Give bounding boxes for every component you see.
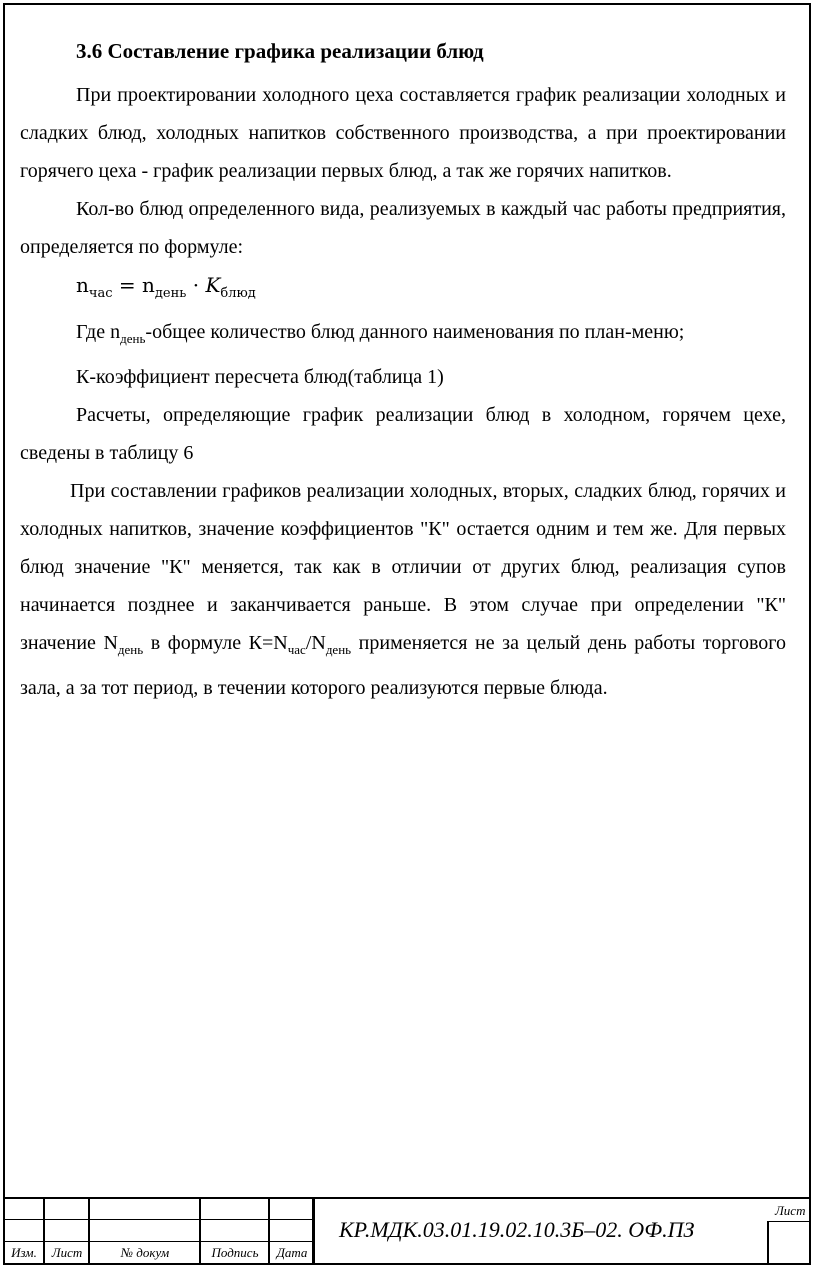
formula-equals: = (112, 273, 143, 297)
section-heading: 3.6 Составление графика реализации блюд (76, 39, 484, 63)
title-block (3, 1197, 811, 1265)
sheet-label: Лист (775, 1203, 806, 1218)
stamp-divider (199, 1197, 201, 1265)
rev-cell (270, 1198, 315, 1220)
stamp-divider (268, 1197, 270, 1265)
paragraph-1: При проектировании холодного цеха составляется график реализации холодных и сладких блюд, холодных напитков собственного производства, а при проектировании горячего цеха - график реализации первых блюд, а так же горячих напитков. (20, 84, 786, 182)
p6-sub3: день (325, 642, 352, 657)
document-code: КР.МДК.03.01.19.02.10.3Б–02. ОФ.ПЗ (339, 1217, 695, 1242)
rev-cell (45, 1220, 90, 1242)
sheet-number-box (767, 1221, 811, 1265)
formula-rhs2-sub: блюд (220, 286, 256, 301)
col-sign: Подпись (201, 1242, 270, 1264)
paragraph-3 (20, 313, 786, 358)
col-date: Дата (270, 1242, 315, 1264)
rev-cell (45, 1198, 90, 1220)
formula-rhs1-sub: день (154, 286, 187, 301)
p3-end: -общее количество блюд данного наименования по план-меню; (145, 321, 685, 343)
col-izm: Изм. (4, 1242, 45, 1264)
rev-cell (4, 1220, 45, 1242)
p6-sub2: час (287, 642, 306, 657)
stamp-divider (312, 1197, 314, 1265)
document-body (20, 36, 786, 707)
rev-cell (270, 1220, 315, 1242)
stamp-divider (88, 1197, 90, 1265)
formula-rhs1: n (142, 273, 155, 297)
col-list: Лист (45, 1242, 90, 1264)
formula (76, 266, 786, 313)
paragraph-2: Кол-во блюд определенного вида, реализуемых в каждый час работы предприятия, определяется по формуле: (20, 198, 786, 258)
stamp-divider (43, 1197, 45, 1265)
formula-dot: · (186, 273, 206, 297)
formula-lhs-sub: час (88, 286, 113, 301)
rev-cell (201, 1198, 270, 1220)
p6-part3: /N (305, 632, 326, 654)
rev-cell (90, 1220, 201, 1242)
formula-lhs: n (76, 273, 89, 297)
paragraph-6 (20, 472, 786, 707)
p6-part2: в формуле К=N (143, 632, 288, 654)
p6-sub1: день (117, 642, 144, 657)
p3-sub: день (120, 331, 146, 346)
paragraph-4: К-коэффициент пересчета блюд(таблица 1) (76, 366, 444, 388)
rev-cell (90, 1198, 201, 1220)
p3-start: Где n (76, 321, 121, 343)
paragraph-5: Расчеты, определяющие график реализации блюд в холодном, горячем цехе, сведены в таблицу 6 (20, 404, 786, 464)
p6-part4: применяется не за целый день работы торгового зала, а за тот период, в течении которого реализуются первые блюда. (20, 632, 787, 699)
rev-cell (201, 1220, 270, 1242)
rev-cell (4, 1198, 45, 1220)
p6-part1: При составлении графиков реализации холодных, вторых, сладких блюд, горячих и холодных напитков, значение коэффициентов "К" остается одним и тем же. Для первых блюд значение "К" меняется, так как в отличии от других блюд, реализация супов начинается позднее и заканчивается раньше. В этом случае при определении "К" значение N (20, 480, 786, 654)
col-doc: № докум (90, 1242, 201, 1264)
formula-rhs2: K (205, 273, 221, 297)
